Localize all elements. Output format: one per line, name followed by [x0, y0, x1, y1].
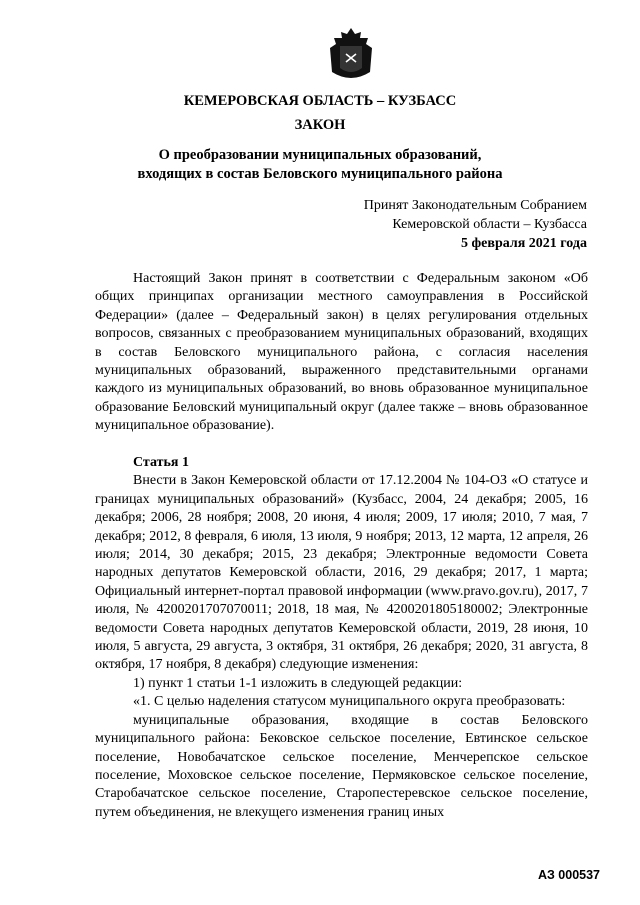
- article-1-paragraph-3: «1. С целью наделения статусом муниципального округа преобразовать:: [133, 694, 566, 710]
- law-title: [0, 146, 640, 184]
- coat-of-arms-emblem: [328, 26, 374, 82]
- document-serial-code: АЗ 000537: [537, 868, 600, 882]
- article-1: [95, 454, 588, 822]
- adoption-line-2: Кемеровской области – Кузбасса: [392, 217, 587, 232]
- region-heading: КЕМЕРОВСКАЯ ОБЛАСТЬ – КУЗБАСС: [183, 93, 457, 109]
- article-1-paragraph-2: 1) пункт 1 статьи 1-1 изложить в следующей редакции:: [133, 675, 463, 691]
- adoption-date: 5 февраля 2021 года: [461, 236, 587, 251]
- adoption-block: [364, 196, 587, 253]
- article-1-heading: Статья 1: [133, 455, 189, 470]
- law-title-line-1: О преобразовании муниципальных образований,: [158, 147, 482, 163]
- preamble: [95, 270, 588, 436]
- article-1-paragraph-1: Внести в Закон Кемеровской области от 17.12.2004 № 104-ОЗ «О статусе и границах муниципальных образований» (Кузбасс, 2004, 24 декабря; 2005, 16 декабря; 2006, 28 ноября; 2008, 20 июня, 4 июля; 2009, 17 июля; 2010, 7 мая, 7 декабря; 2012, 8 февраля, 6 июля, 13 июля, 9 ноября; 2013, 12 марта, 12 апреля, 26 июля; 2014, 30 декабря; 2015, 23 декабря; Электронные ведомости Совета народных депутатов Кемеровской области, 2016, 29 декабря; 2017, 1 марта; Официальный интернет-портал правовой информации (www.pravo.gov.ru), 2017, 7 июля, № 4200201707070011; 2018, 18 мая, № 4200201805180002; Электронные ведомости Совета народных депутатов Кемеровской области, 2019, 28 июня, 10 июля, 5 августа, 29 августа, 3 октября, 31 октября, 26 декабря; 2020, 31 августа, 8 октября, 17 ноября, 8 декабря) следующие изменения:: [95, 473, 588, 673]
- document-type: ЗАКОН: [294, 117, 346, 133]
- adoption-line-1: Принят Законодательным Собранием: [363, 198, 587, 213]
- law-title-line-2: входящих в состав Беловского муниципального района: [137, 166, 503, 182]
- article-1-paragraph-4: муниципальные образования, входящие в состав Беловского муниципального района: Бековское сельское поселение, Евтинское сельское поселение, Новобачатское сельское поселение, Менчерепское сельское поселение, Моховское сельское поселение, Пермяковское сельское поселение, Старобачатское сельское поселение, Старопестеревское сельское поселение, путем объединения, не влекущего изменения границ иных: [95, 712, 588, 820]
- preamble-paragraph: Настоящий Закон принят в соответствии с Федеральным законом «Об общих принципах организации местного самоуправления в Российской Федерации» (далее – Федеральный закон) в целях регулирования отдельных вопросов, связанных с преобразованием муниципальных образований, входящих в состав Беловского муниципального района, с согласия населения муниципальных образований, выраженного представительными органами каждого из муниципальных образований, во вновь образованное муниципальное образование Беловский муниципальный округ (далее также – вновь образованное муниципальное образование).: [95, 271, 588, 434]
